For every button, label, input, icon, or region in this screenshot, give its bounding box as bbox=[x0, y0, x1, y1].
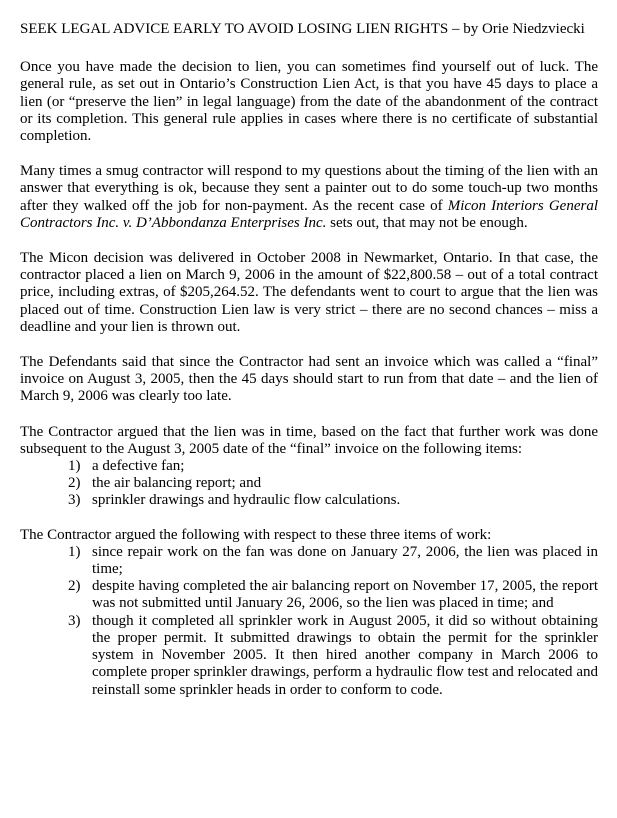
list-item-text: a defective fan; bbox=[92, 458, 185, 475]
document-page bbox=[20, 21, 598, 716]
paragraph-smug-contractor-end: sets out, that may not be enough. bbox=[326, 214, 528, 231]
list-item-number: 2) bbox=[68, 578, 81, 595]
list-item-number: 1) bbox=[68, 458, 81, 475]
paragraph-general-rule: Once you have made the decision to lien, you can sometimes find yourself out of luck. The general rule, as set out in Ontario’s Construction Lien Act, is that you have 45 days to place a lien (or “preserve the lien” in legal language) from the date of the abandonment of the contract or its completion. This general rule applies in cases where there is no certificate of substantial completion. bbox=[20, 59, 598, 145]
paragraph-contractor-respect: The Contractor argued the following with respect to these three items of work: bbox=[20, 526, 492, 543]
case-name: Micon Interiors General Contractors Inc. v. D’Abbondanza Enterprises Inc. bbox=[20, 197, 598, 231]
list-item bbox=[20, 475, 598, 492]
list-item-text: since repair work on the fan was done on January 27, 2006, the lien was placed in time; bbox=[92, 543, 598, 578]
list-item-number: 1) bbox=[68, 543, 81, 560]
arguments-list bbox=[20, 544, 598, 699]
list-item bbox=[20, 544, 598, 578]
paragraph-defendants: The Defendants said that since the Contractor had sent an invoice which was called a “final” invoice on August 3, 2005, then the 45 days should start to run from that date – and the lien of March 9, 2006 was clearly too late. bbox=[20, 354, 598, 405]
article-title: SEEK LEGAL ADVICE EARLY TO AVOID LOSING LIEN RIGHTS – by Orie Niedzviecki bbox=[20, 21, 585, 37]
list-item-number: 3) bbox=[68, 612, 81, 629]
list-item bbox=[20, 613, 598, 699]
list-item-text: sprinkler drawings and hydraulic flow calculations. bbox=[92, 492, 401, 509]
paragraph-contractor-argued: The Contractor argued that the lien was in time, based on the fact that further work was done subsequent to the August 3, 2005 date of the “final” invoice on the following items: bbox=[20, 423, 598, 457]
list-item-text: though it completed all sprinkler work in August 2005, it did so without obtaining the proper permit. It submitted drawings to obtain the permit for the sprinkler system in November 2005. It then hired another company in March 2006 to complete proper sprinkler drawings, perform a hydraulic flow test and relocated and reinstall some sprinkler heads in order to conform to code. bbox=[92, 612, 598, 698]
paragraph-micon-decision: The Micon decision was delivered in October 2008 in Newmarket, Ontario. In that case, the contractor placed a lien on March 9, 2006 in the amount of $22,800.58 – out of a total contract price, including extras, of $205,264.52. The defendants went to court to argue that the lien was placed out of time. Construction Lien law is very strict – there are no second chances – miss a deadline and your lien is thrown out. bbox=[20, 250, 598, 335]
list-item-text: the air balancing report; and bbox=[92, 475, 262, 492]
list-item-number: 2) bbox=[68, 475, 81, 492]
work-items-list bbox=[20, 458, 598, 510]
paragraph-smug-contractor bbox=[20, 163, 598, 232]
list-item bbox=[20, 492, 598, 509]
paragraph-smug-contractor-text: Many times a smug contractor will respond to my questions about the timing of the lien with an answer that everything is ok, because they sent a painter out to do some touch-up two months after they walked off the job for non-payment. As the recent case of bbox=[20, 163, 598, 214]
list-item bbox=[20, 578, 598, 612]
list-item bbox=[20, 458, 598, 475]
list-item-text: despite having completed the air balancing report on November 17, 2005, the report was not submitted until January 26, 2006, so the lien was placed in time; and bbox=[92, 578, 598, 612]
list-item-number: 3) bbox=[68, 492, 81, 509]
